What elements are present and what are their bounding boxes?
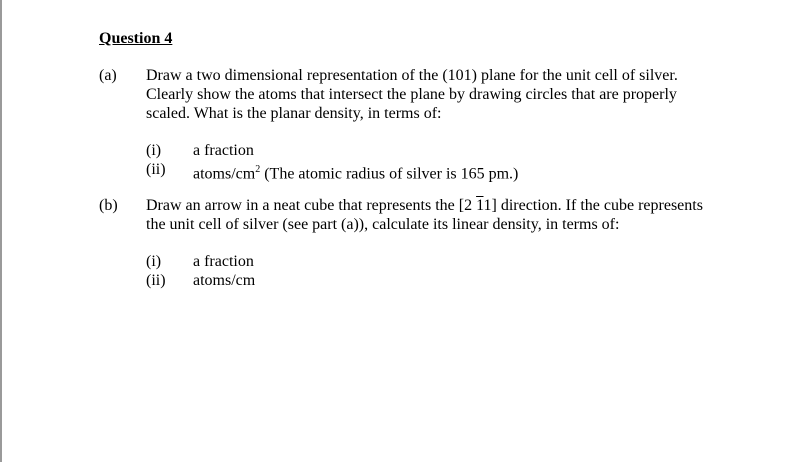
atomic-radius-note: (The atomic radius of silver is 165 pm.) xyxy=(260,165,519,183)
part-a-line-1: Draw a two dimensional representation of the (101) plane for the unit cell of silver. xyxy=(146,67,678,84)
unit-text: atoms/cm xyxy=(193,165,256,183)
unit-superscript: 2 xyxy=(255,164,261,175)
part-b-line-1-end: 1] direction. If the cube represents xyxy=(483,197,703,214)
part-a-line-2: Clearly show the atoms that intersect the plane by drawing circles that are properly xyxy=(146,86,677,103)
part-a-item-1-text: a fraction xyxy=(193,142,254,159)
part-b-line-1-start: Draw an arrow in a neat cube that represents the [2 xyxy=(146,197,477,214)
part-a-item-1-number: (i) xyxy=(146,142,162,159)
part-b-line-1 xyxy=(146,196,706,215)
part-b-line-2: the unit cell of silver (see part (a)), calculate its linear density, in terms of: xyxy=(146,216,620,233)
part-b-item-1-number: (i) xyxy=(146,253,162,270)
part-a-item-2-number: (ii) xyxy=(146,161,166,178)
part-b-item-1-text: a fraction xyxy=(193,253,254,270)
part-a-line-3: scaled. What is the planar density, in terms of: xyxy=(146,105,442,122)
part-a-item-2-text xyxy=(193,160,518,183)
page-left-border xyxy=(0,0,2,462)
part-b-item-2-text: atoms/cm xyxy=(193,272,256,289)
part-b-item-2-number: (ii) xyxy=(146,272,166,289)
overbar-digit: 1 xyxy=(476,197,484,214)
part-b-label: (b) xyxy=(99,197,118,214)
question-title: Question 4 xyxy=(99,30,173,47)
part-a-label: (a) xyxy=(99,67,117,84)
